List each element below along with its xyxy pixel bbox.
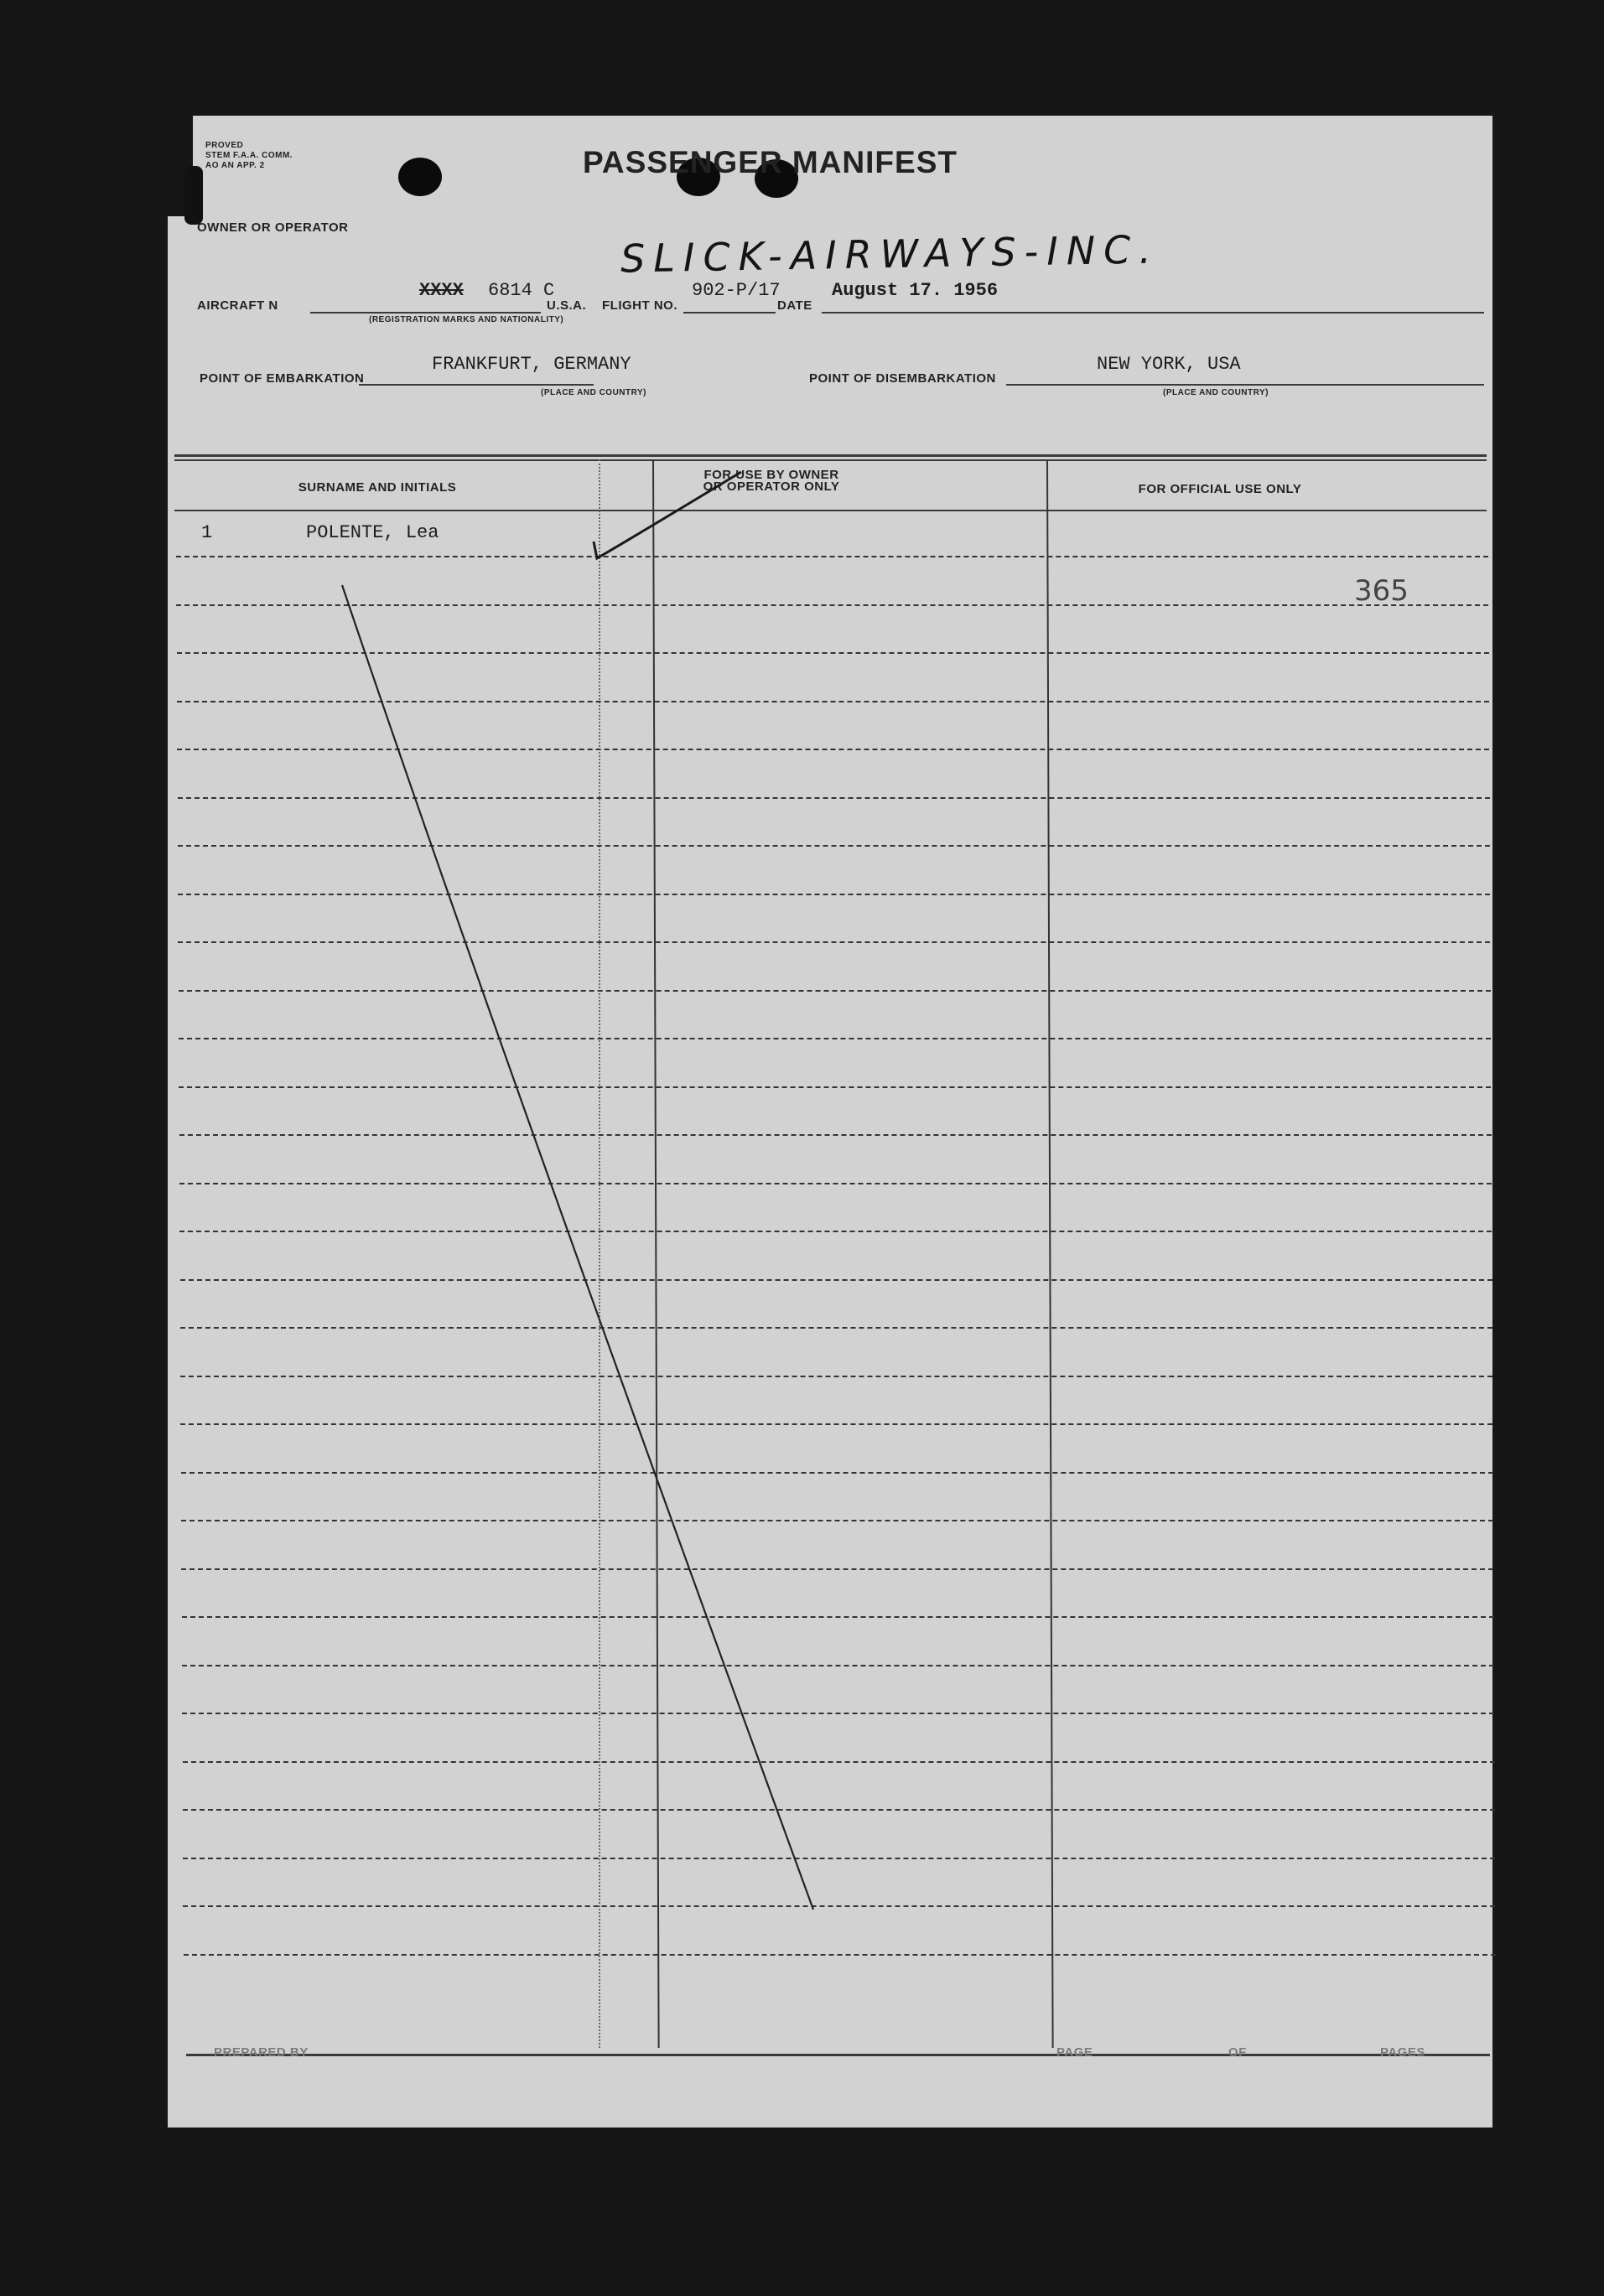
- owner-label: OWNER OR OPERATOR: [197, 220, 349, 235]
- usa-label: U.S.A.: [547, 298, 587, 313]
- embark-label: POINT OF EMBARKATION: [200, 371, 365, 386]
- date-label: DATE: [777, 298, 812, 313]
- place-note-embark: (PLACE AND COUNTRY): [541, 388, 646, 397]
- aircraft-number: 6814 C: [488, 280, 555, 301]
- date-value: August 17. 1956: [832, 280, 999, 301]
- operator-handwritten: SLICK-AIRWAYS-INC.: [620, 226, 1160, 282]
- of-label: OF: [1228, 2045, 1247, 2060]
- place-note-disembark: (PLACE AND COUNTRY): [1163, 388, 1269, 397]
- flight-number: 902-P/17: [692, 280, 781, 301]
- flight-label: FLIGHT NO.: [602, 298, 677, 313]
- col-header-official: FOR OFFICIAL USE ONLY: [1138, 482, 1302, 496]
- passenger-1-name: POLENTE, Lea: [306, 522, 439, 543]
- handwritten-marks: [168, 116, 1492, 2128]
- disembark-label: POINT OF DISEMBARKATION: [809, 371, 996, 386]
- official-mark: 365: [1354, 574, 1409, 608]
- aircraft-struck: XXXX: [419, 280, 464, 301]
- approval-line-2: STEM F.A.A. COMM.: [205, 151, 293, 160]
- disembarkation-value: NEW YORK, USA: [1097, 354, 1241, 375]
- manifest-document: [168, 116, 1492, 2128]
- embarkation-value: FRANKFURT, GERMANY: [432, 354, 631, 375]
- table-bottom-rule: [186, 2054, 1490, 2056]
- registration-note: (REGISTRATION MARKS AND NATIONALITY): [369, 315, 564, 324]
- page-label: PAGE: [1056, 2045, 1093, 2060]
- col-header-owner-line-1: FOR USE BY OWNER: [703, 468, 839, 482]
- checkmark-icon: [594, 472, 741, 558]
- approval-line-3: AO AN APP. 2: [205, 161, 265, 170]
- col-header-surname: SURNAME AND INITIALS: [298, 480, 457, 495]
- approval-line-1: PROVED: [205, 141, 244, 150]
- cancel-slash-line: [342, 585, 813, 1910]
- col-header-owner-line-2: OR OPERATOR ONLY: [703, 479, 840, 494]
- pages-label: PAGES: [1380, 2045, 1425, 2060]
- prepared-label: PREPARED BY: [214, 2045, 309, 2060]
- aircraft-label: AIRCRAFT N: [197, 298, 278, 313]
- passenger-1-number: 1: [201, 522, 213, 543]
- page-title: PASSENGER MANIFEST: [583, 145, 958, 179]
